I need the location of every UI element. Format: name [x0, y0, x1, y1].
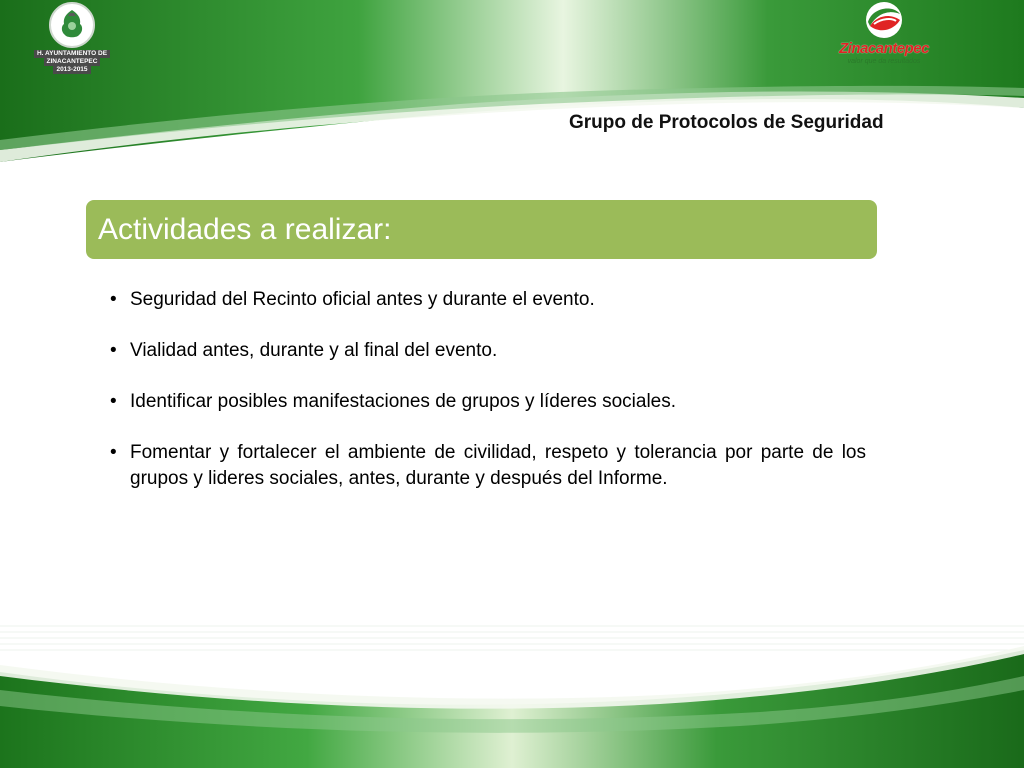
list-item: [110, 287, 866, 313]
list-item-text: Identificar posibles manifestaciones de grupos y líderes sociales.: [130, 391, 677, 412]
list-item-text: Vialidad antes, durante y al final del evento.: [130, 340, 498, 361]
municipal-seal-icon: [49, 2, 95, 48]
list-item: [110, 440, 866, 492]
list-item: [110, 389, 866, 415]
brand-name: Zinacantepec: [839, 40, 929, 57]
section-header: [86, 200, 877, 259]
brand-tagline: valor que da resultados: [847, 58, 921, 65]
list-item-text: Seguridad del Recinto oficial antes y durante el evento.: [130, 289, 595, 310]
logo-line-1: H. AYUNTAMIENTO DE: [34, 50, 110, 58]
list-item-text: Fomentar y fortalecer el ambiente de civilidad, respeto y tolerancia por parte de los grupos y lideres sociales, antes, durante y después del Informe.: [130, 442, 866, 489]
bullet-icon: •: [110, 442, 117, 463]
logo-line-3: 2013-2015: [53, 66, 90, 74]
logo-line-2: ZINACANTEPEC: [44, 58, 101, 66]
list-item: [110, 338, 866, 364]
bullet-icon: •: [110, 340, 117, 361]
activities-list: [110, 287, 866, 517]
zinacantepec-logo: [826, 0, 942, 72]
bullet-icon: •: [110, 391, 117, 412]
zinacantepec-swirl-icon: [864, 0, 904, 40]
bullet-icon: •: [110, 289, 117, 310]
municipality-logo: [28, 0, 116, 82]
section-heading: Actividades a realizar:: [98, 213, 392, 246]
page-title: Grupo de Protocolos de Seguridad: [569, 112, 884, 133]
municipality-logo-text: [28, 50, 116, 74]
